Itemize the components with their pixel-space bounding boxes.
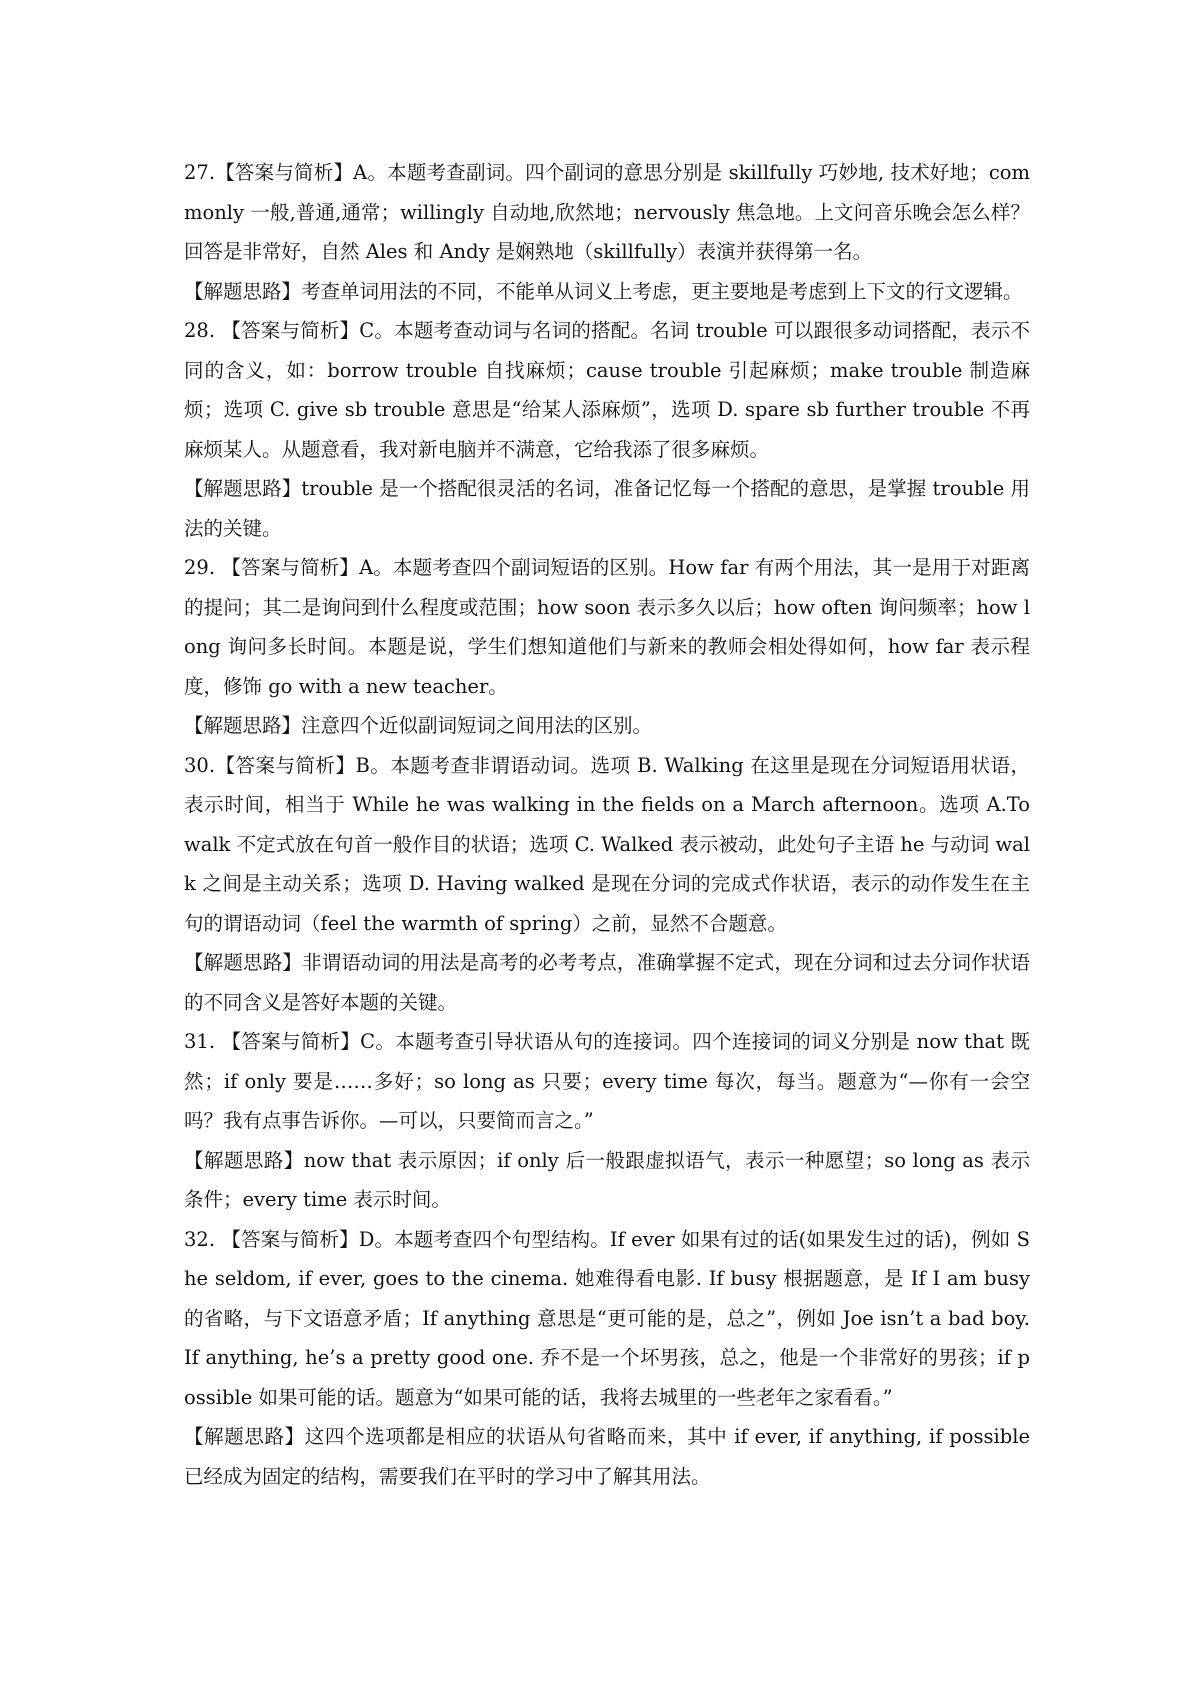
tip-31: 【解题思路】now that 表示原因；if only 后一般跟虚拟语气，表示一种愿望；so long as 表示条件；every time 表示时间。 (184, 1148, 1030, 1211)
tip-32: 【解题思路】这四个选项都是相应的状语从句省略而来，其中 if ever, if anything, if possible 已经成为固定的结构，需要我们在平时的学习中了解其用法。 (184, 1425, 1030, 1488)
answer-28: 28. 【答案与简析】C。本题考查动词与名词的搭配。名词 trouble 可以跟很多动词搭配，表示不同的含义，如：borrow trouble 自找麻烦；cause trouble 引起麻烦；make trouble 制造麻烦；选项 C. give sb trouble 意思是“给某人添麻烦”，选项 D. spare sb further trouble 不再麻烦某人。从题意看，我对新电脑并不满意，它给我添了很多麻烦。 (184, 319, 1030, 461)
tip-29: 【解题思路】注意四个近似副词短词之间用法的区别。 (184, 714, 653, 737)
answer-29: 29. 【答案与简析】A。本题考查四个副词短语的区别。How far 有两个用法，其一是用于对距离的提问；其二是询问到什么程度或范围；how soon 表示多久以后；how often 询问频率；how long 询问多长时间。本题是说，学生们想知道他们与新来的教师会相处得如何，how far 表示程度，修饰 go with a new teacher。 (184, 556, 1030, 698)
tip-27: 【解题思路】考查单词用法的不同，不能单从词义上考虑，更主要地是考虑到上下文的行文逻辑。 (184, 279, 1023, 303)
answer-30: 30.【答案与简析】B。本题考查非谓语动词。选项 B. Walking 在这里是现在分词短语用状语，表示时间，相当于 While he was walking in the fields on a March afternoon。选项 A.To walk 不定式放在句首一般作目的状语；选项 C. Walked 表示被动，此处句子主语 he 与动词 walk 之间是主动关系；选项 D. Having walked 是现在分词的完成式作状语，表示的动作发生在主句的谓语动词（feel the warmth of spring）之前，显然不合题意。 (184, 753, 1030, 935)
answer-31: 31. 【答案与简析】C。本题考查引导状语从句的连接词。四个连接词的词义分别是 now that 既然；if only 要是……多好；so long as 只要；every time 每次，每当。题意为“—你有一会空吗？我有点事告诉你。—可以，只要简而言之。” (184, 1030, 1030, 1132)
tip-28: 【解题思路】trouble 是一个搭配很灵活的名词，准备记忆每一个搭配的意思，是掌握 trouble 用法的关键。 (184, 477, 1030, 540)
answer-32: 32. 【答案与简析】D。本题考查四个句型结构。If ever 如果有过的话(如果发生过的话)，例如 She seldom, if ever, goes to the cinema. 她难得看电影. If busy 根据题意，是 If I am busy 的省略，与下文语意矛盾；If anything 意思是“更可能的是，总之”，例如 Joe isn’t a bad boy. If anything, he’s a pretty good one. 乔不是一个坏男孩，总之，他是一个非常好的男孩；if possible 如果可能的话。题意为“如果可能的话，我将去城里的一些老年之家看看。” (184, 1227, 1030, 1409)
document-body (184, 153, 1030, 1496)
tip-30: 【解题思路】非谓语动词的用法是高考的必考考点，准确掌握不定式，现在分词和过去分词作状语的不同含义是答好本题的关键。 (184, 951, 1030, 1014)
answer-27: 27.【答案与简析】A。本题考查副词。四个副词的意思分别是 skillfully 巧妙地, 技术好地；commonly 一般,普通,通常；willingly 自动地,欣然地；nervously 焦急地。上文问音乐晚会怎么样？回答是非常好，自然 Ales 和 Andy 是娴熟地（skillfully）表演并获得第一名。 (184, 161, 1030, 263)
